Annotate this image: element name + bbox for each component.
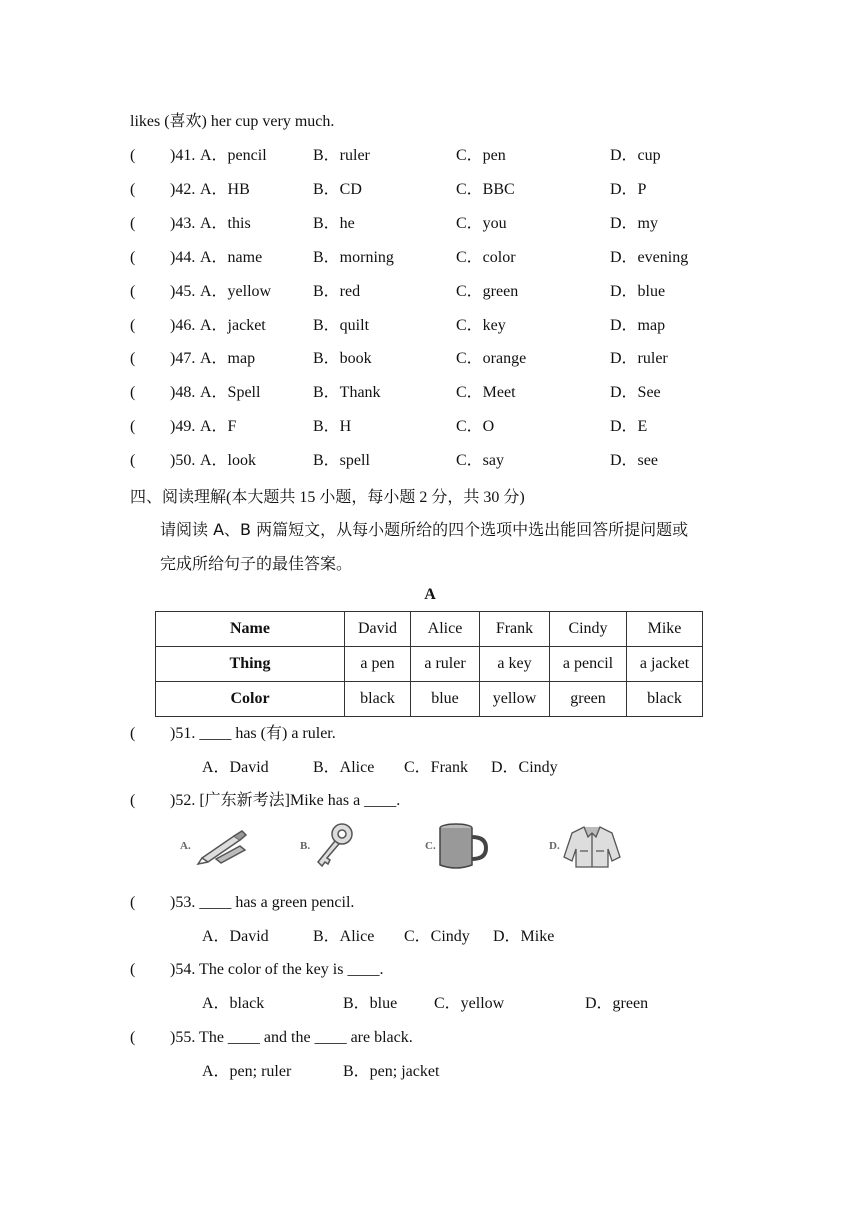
option-d[interactable]: D．see <box>610 452 658 469</box>
answer-paren: ( <box>130 181 136 198</box>
option-c[interactable]: C．BBC <box>456 181 515 198</box>
question-stem: )55. The ____ and the ____ are black. <box>170 1029 413 1046</box>
option-c[interactable]: C．color <box>456 249 516 266</box>
option-c[interactable]: C．say <box>456 452 505 469</box>
answer-paren: ( <box>130 384 136 401</box>
table-cell: Alice <box>411 612 480 647</box>
question-number: )45. <box>170 283 196 300</box>
option-c[interactable]: C．green <box>456 283 519 300</box>
image-label: D. <box>549 840 560 852</box>
option-c[interactable]: C．pen <box>456 147 506 164</box>
answer-paren: ( <box>130 350 136 367</box>
option-a[interactable]: A．yellow <box>200 283 272 300</box>
question-number: )50. <box>170 452 196 469</box>
answer-paren: ( <box>130 215 136 232</box>
option-b[interactable]: B．H <box>313 418 352 435</box>
option-c[interactable]: C．Frank <box>404 759 469 776</box>
option-d[interactable]: D．Cindy <box>491 759 558 776</box>
option-d[interactable]: D．evening <box>610 249 689 266</box>
question-number: )42. <box>170 181 196 198</box>
answer-paren: ( <box>130 452 136 469</box>
image-label: C. <box>425 840 436 852</box>
cup-icon <box>436 823 492 871</box>
image-label: A. <box>180 840 191 852</box>
table-cell: a pen <box>345 647 411 682</box>
option-c[interactable]: C．Meet <box>456 384 516 401</box>
option-c[interactable]: C．yellow <box>434 995 505 1012</box>
key-icon <box>314 822 356 870</box>
answer-paren: ( <box>130 147 136 164</box>
option-a[interactable]: A．David <box>202 928 269 945</box>
question-number: )48. <box>170 384 196 401</box>
option-a[interactable]: A．Spell <box>200 384 261 401</box>
table-cell: blue <box>411 682 480 717</box>
table-cell: a ruler <box>411 647 480 682</box>
answer-paren: ( <box>130 894 136 911</box>
section4-heading: 四、阅读理解(本大题共 15 小题，每小题 2 分，共 30 分) <box>130 489 525 506</box>
answer-paren: ( <box>130 418 136 435</box>
table-header-cell: Name <box>156 612 345 647</box>
pen-icon <box>196 826 250 866</box>
question-number: )49. <box>170 418 196 435</box>
answer-paren: ( <box>130 1029 136 1046</box>
table-row <box>156 682 703 717</box>
option-d[interactable]: D．cup <box>610 147 661 164</box>
table-cell: David <box>345 612 411 647</box>
option-b[interactable]: B．spell <box>313 452 370 469</box>
answer-paren: ( <box>130 283 136 300</box>
table-cell: green <box>550 682 627 717</box>
option-d[interactable]: D．green <box>585 995 649 1012</box>
answer-paren: ( <box>130 725 136 742</box>
table-row <box>156 612 703 647</box>
option-d[interactable]: D．blue <box>610 283 666 300</box>
question-number: )43. <box>170 215 196 232</box>
option-c[interactable]: C．O <box>456 418 495 435</box>
option-a[interactable]: A．David <box>202 759 269 776</box>
answer-paren: ( <box>130 249 136 266</box>
table-cell: Mike <box>627 612 703 647</box>
table-cell: a pencil <box>550 647 627 682</box>
option-c[interactable]: C．key <box>456 317 506 334</box>
option-a[interactable]: A．HB <box>200 181 250 198</box>
option-d[interactable]: D．ruler <box>610 350 668 367</box>
passage-title: A <box>424 586 436 603</box>
option-a[interactable]: A．F <box>200 418 237 435</box>
option-d[interactable]: D．P <box>610 181 647 198</box>
question-number: )44. <box>170 249 196 266</box>
option-a[interactable]: A．pen; ruler <box>202 1063 292 1080</box>
option-b[interactable]: B．quilt <box>313 317 370 334</box>
instruction-line-2: 完成所给句子的最佳答案。 <box>160 554 353 573</box>
option-d[interactable]: D．E <box>610 418 648 435</box>
question-number: )46. <box>170 317 196 334</box>
option-a[interactable]: A．this <box>200 215 251 232</box>
option-c[interactable]: C．orange <box>456 350 527 367</box>
option-a[interactable]: A．map <box>200 350 256 367</box>
option-b[interactable]: B．Thank <box>313 384 381 401</box>
answer-paren: ( <box>130 317 136 334</box>
question-stem: )51. ____ has (有) a ruler. <box>170 725 336 742</box>
image-label: B. <box>300 840 311 852</box>
option-b[interactable]: B．pen; jacket <box>343 1063 440 1080</box>
question-stem: )52. [广东新考法]Mike has a ____. <box>170 792 401 809</box>
table-header-cell: Thing <box>156 647 345 682</box>
question-stem: )54. The color of the key is ____. <box>170 961 384 978</box>
option-c[interactable]: C．you <box>456 215 507 232</box>
option-b[interactable]: B．Alice <box>313 759 375 776</box>
option-b[interactable]: B．blue <box>343 995 398 1012</box>
table-header-cell: Color <box>156 682 345 717</box>
table-row <box>156 647 703 682</box>
jacket-icon <box>562 823 622 869</box>
table-cell: a key <box>480 647 550 682</box>
table-cell: black <box>345 682 411 717</box>
table-cell: black <box>627 682 703 717</box>
option-a[interactable]: A．look <box>200 452 257 469</box>
table-cell: a jacket <box>627 647 703 682</box>
intro-line: likes (喜欢) her cup very much. <box>130 113 335 130</box>
question-number: )41. <box>170 147 196 164</box>
option-a[interactable]: A．name <box>200 249 263 266</box>
option-a[interactable]: A．jacket <box>200 317 266 334</box>
table-cell: Cindy <box>550 612 627 647</box>
option-d[interactable]: D．my <box>610 215 659 232</box>
table-cell: Frank <box>480 612 550 647</box>
instruction-line-1: 请阅读 A、B 两篇短文，从每小题所给的四个选项中选出能回答所提问题或 <box>160 520 689 539</box>
option-a[interactable]: A．black <box>202 995 265 1012</box>
option-c[interactable]: C．Cindy <box>404 928 470 945</box>
option-b[interactable]: B．book <box>313 350 372 367</box>
option-d[interactable]: D．map <box>610 317 666 334</box>
option-b[interactable]: B．morning <box>313 249 394 266</box>
answer-paren: ( <box>130 961 136 978</box>
question-stem: )53. ____ has a green pencil. <box>170 894 355 911</box>
option-b[interactable]: B．he <box>313 215 355 232</box>
question-number: )47. <box>170 350 196 367</box>
option-b[interactable]: B．ruler <box>313 147 370 164</box>
info-table <box>155 611 703 717</box>
option-a[interactable]: A．pencil <box>200 147 267 164</box>
answer-paren: ( <box>130 792 136 809</box>
option-b[interactable]: B．Alice <box>313 928 375 945</box>
option-d[interactable]: D．Mike <box>493 928 555 945</box>
option-b[interactable]: B．CD <box>313 181 362 198</box>
option-d[interactable]: D．See <box>610 384 661 401</box>
option-b[interactable]: B．red <box>313 283 361 300</box>
table-cell: yellow <box>480 682 550 717</box>
